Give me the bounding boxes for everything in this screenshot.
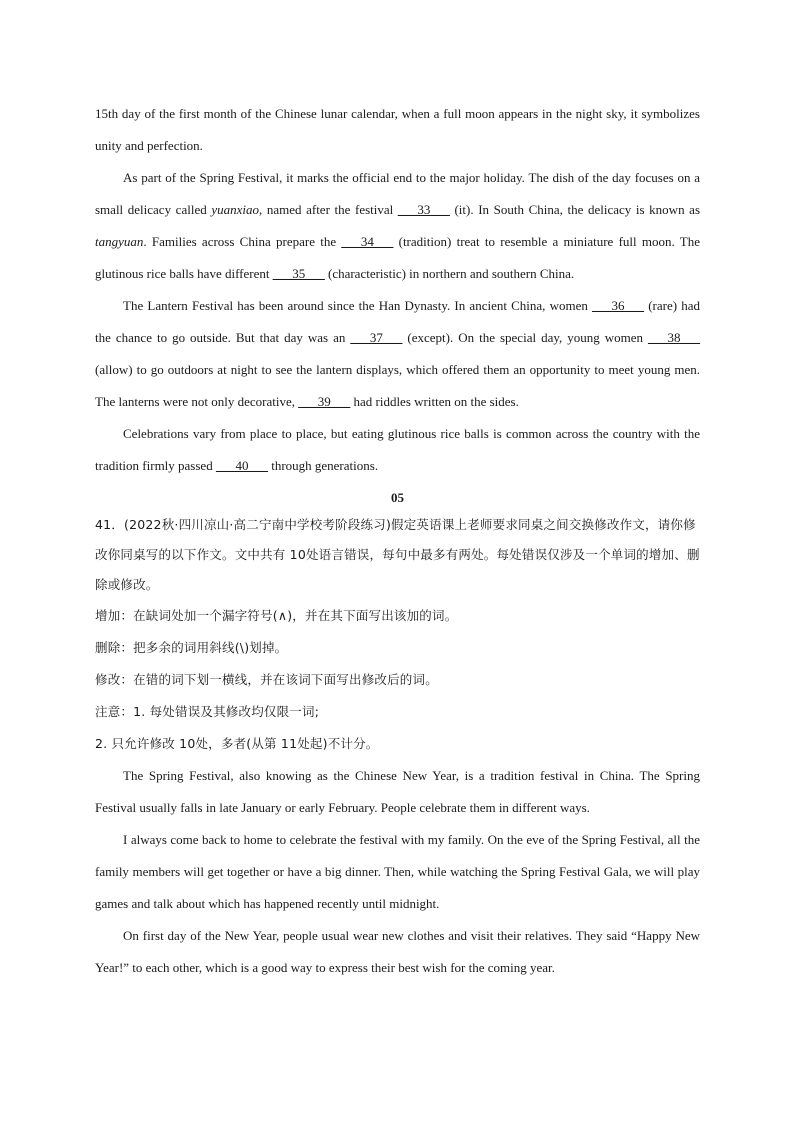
text-run: , named after the festival <box>258 202 398 217</box>
blank-40: ___40___ <box>215 458 268 473</box>
text-run: (allow) to go outdoors at night to see the lantern displays, which offered them an opportunity to meet young men. The lanterns were not only decorative, <box>95 362 700 409</box>
essay-paragraph-2: I always come back to home to celebrate the festival with my family. On the eve of the Spring Festival, all the family members will get together or have a big dinner. Then, while watching the Spring Festival Gala, we will play games and talk about which has happened recently until midnight. <box>95 832 700 911</box>
text-run: Celebrations vary from place to place, but eating glutinous rice balls is common across the country with the tradition firmly passed <box>95 426 700 473</box>
italic-term-tangyuan: tangyuan <box>95 234 144 249</box>
blank-37: ___37___ <box>350 330 403 345</box>
text-run: (rare) had the chance to go outside. But that day was an <box>95 298 700 345</box>
instruction-add: 增加：在缺词处加一个漏字符号(∧)，并在其下面写出该加的词。 <box>95 608 458 623</box>
blank-35: ___35___ <box>272 266 325 281</box>
blank-33: ___33___ <box>397 202 450 217</box>
note-1: 注意：1. 每处错误及其修改均仅限一词; <box>95 704 320 719</box>
blank-39: ___39___ <box>298 394 351 409</box>
essay-paragraph-3: On first day of the New Year, people usual wear new clothes and visit their relatives. They said “Happy New Year!” to each other, which is a good way to express their best wish for the coming year. <box>95 928 700 975</box>
passage-paragraph-1 <box>95 162 700 290</box>
blank-34: ___34___ <box>341 234 394 249</box>
essay <box>95 760 700 984</box>
italic-term-yuanxiao: yuanxiao <box>211 202 259 217</box>
blank-36: ___36___ <box>592 298 645 313</box>
blank-38: ___38___ <box>648 330 701 345</box>
text-run: (except). On the special day, young women <box>402 330 649 345</box>
text-run: had riddles written on the sides. <box>350 394 519 409</box>
text-run: (tradition) treat to resemble a miniature full moon. The glutinous rice balls have different <box>95 234 700 281</box>
text-run: The Lantern Festival has been around since the Han Dynasty. In ancient China, women <box>123 298 593 313</box>
text-run: . Families across China prepare the <box>143 234 342 249</box>
text-run: As part of the Spring Festival, it marks the official end to the major holiday. The dish of the day focuses on a small delicacy called <box>95 170 700 217</box>
text-run: through generations. <box>267 458 379 473</box>
passage-paragraph-2 <box>95 290 700 418</box>
instruction-delete: 删除：把多余的词用斜线(\)划掉。 <box>95 640 288 655</box>
note-2: 2. 只允许修改 10处，多者(从第 11处起)不计分。 <box>95 736 379 751</box>
passage-paragraph-3 <box>95 418 700 482</box>
section-number: 05 <box>391 490 404 505</box>
instruction-modify: 修改：在错的词下划一横线，并在该词下面写出修改后的词。 <box>95 672 438 687</box>
essay-paragraph-1: The Spring Festival, also knowing as the Chinese New Year, is a tradition festival in China. The Spring Festival usually falls in late January or early February. People celebrate them in different ways. <box>95 768 700 815</box>
question-41-intro: 41．(2022秋·四川凉山·高二宁南中学校考阶段练习)假定英语课上老师要求同桌之间交换修改作文，请你修改你同桌写的以下作文。文中共有 10处语言错误，每句中最多有两处。每处错误仅涉及一个单词的增加、删除或修改。 <box>95 517 700 592</box>
document-content <box>95 98 700 984</box>
passage-paragraph-0: 15th day of the first month of the Chinese lunar calendar, when a full moon appears in the night sky, it symbolizes unity and perfection. <box>95 106 700 153</box>
text-run: (it). In South China, the delicacy is known as <box>449 202 700 217</box>
text-run: (characteristic) in northern and southern China. <box>324 266 575 281</box>
